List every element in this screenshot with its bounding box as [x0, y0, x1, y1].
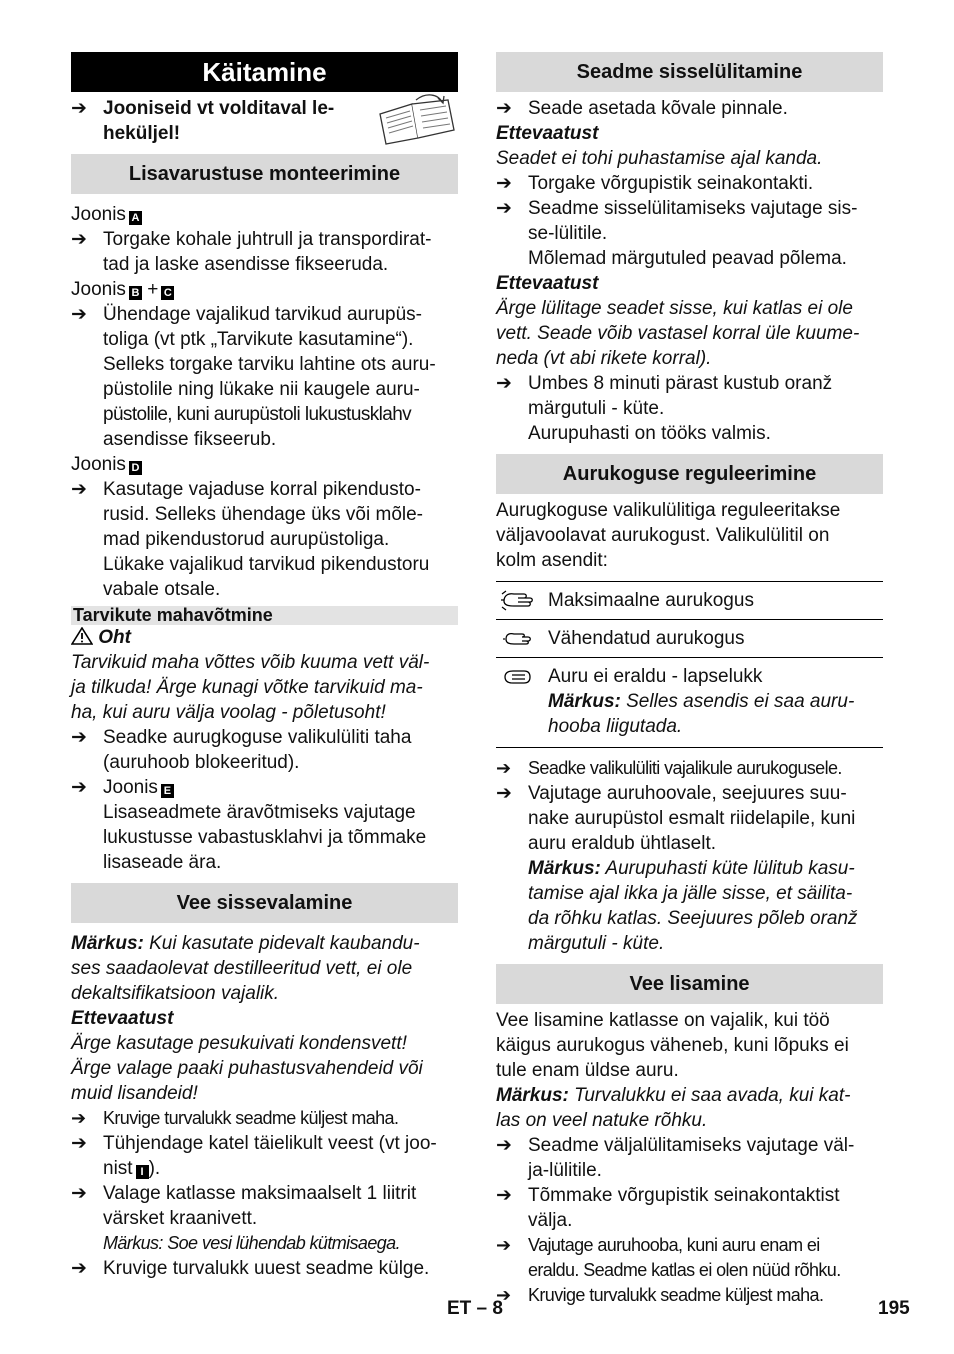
- arrow-icon: ➔: [496, 373, 512, 394]
- notice-line-1: Jooniseid vt volditaval le-: [103, 98, 335, 119]
- figure-key: D: [129, 461, 142, 475]
- arrow-icon: ➔: [496, 1135, 512, 1156]
- right-column: [496, 52, 883, 1308]
- arrow-icon: ➔: [496, 98, 512, 119]
- reduced-steam-icon: [500, 628, 534, 650]
- list-item: ➔ Vajutage auruhoovale, seejuures suu- nake aurupüstol esmalt riidelapile, kuni auru eraldub ühtlaselt. Märkus: Aurupuhasti küte lülitub kasu- tamise ajal ikka ja jälle sisse, et säilita- da rõhku katlas. Seejuures põleb oranž märgutuli - küte.: [496, 781, 883, 956]
- table-cell: Vähendatud aurukogus: [548, 628, 745, 649]
- figure-key: I: [136, 1165, 149, 1179]
- arrow-icon: ➔: [71, 1258, 87, 1279]
- arrow-icon: ➔: [71, 479, 87, 500]
- arrow-icon: ➔: [71, 1108, 86, 1128]
- page-number: 195: [878, 1298, 910, 1319]
- caution-text: Ärge lülitage seadet sisse, kui katlas ei ole vett. Seade võib vastasel korral üle kuume- neda (vt abi rikete korral).: [496, 298, 860, 369]
- arrow-icon: ➔: [496, 783, 512, 804]
- caution-text: Seadet ei tohi puhastamise ajal kanda.: [496, 148, 823, 169]
- paragraph: Aurugkoguse valikulülitiga reguleeritakse väljavoolavat aurukogust. Valikulülitil on kolm asendit:: [496, 500, 841, 571]
- table-cell: Auru ei eraldu - lapselukk: [548, 666, 763, 687]
- arrow-icon: ➔: [71, 1133, 87, 1154]
- figure-reference: Joonis D: [71, 452, 458, 477]
- arrow-icon: ➔: [71, 304, 87, 325]
- caution-label: Ettevaatust: [496, 123, 599, 144]
- table-row: [496, 582, 883, 620]
- figure-key: A: [129, 211, 142, 225]
- list-item: ➔ Joonis E Lisaseadmete äravõtmiseks vajutage lukustusse vabastusklahvi ja tõmmake lisaseade ära.: [71, 777, 427, 873]
- danger-text: Tarvikuid maha võttes võib kuuma vett väl- ja tilkuda! Ärge kunagi võtke tarvikuid ma- ha, kui auru välja voolag - põletusoht!: [71, 652, 430, 723]
- note-text: Märkus: Kui kasutate pidevalt kaubandu- ses saadaolevat destilleeritud vett, ei ole dekaltsifikatsioon vajalik.: [71, 933, 420, 1004]
- list-item: ➔ Kruvige turvalukk seadme küljest maha.: [71, 1106, 458, 1131]
- arrow-icon: ➔: [71, 1183, 87, 1204]
- table-note: Märkus: Selles asendis ei saa auru- hooba liigutada.: [548, 691, 855, 737]
- list-item: ➔ Kasutage vajaduse korral pikendusto- rusid. Selleks ühendage üks või mõle- mad pikendustorud aurupüstoliga. Lükake vajalikud tarvikud pikendustoru vabale otsale.: [71, 479, 430, 600]
- fold-out-notice: [71, 96, 458, 148]
- list-item: ➔ Seadke aurugkoguse valikulüliti taha (auruhoob blokeeritud).: [71, 727, 412, 773]
- left-column: [71, 52, 458, 1281]
- warning-triangle-icon: [71, 627, 93, 645]
- arrow-icon: ➔: [496, 173, 512, 194]
- child-lock-icon: [500, 666, 534, 688]
- list-item: ➔ Seadme sisselülitamiseks vajutage sis- se-lülitile. Mõlemad märgutuled peavad põlema.: [496, 198, 858, 269]
- arrow-icon: ➔: [496, 758, 511, 778]
- arrow-icon: ➔: [496, 1185, 512, 1206]
- arrow-icon: ➔: [71, 777, 87, 798]
- section-heading-steam-regulation: Aurukoguse reguleerimine: [496, 454, 883, 494]
- arrow-icon: ➔: [496, 1285, 511, 1305]
- caution-label: Ettevaatust: [496, 273, 599, 294]
- caution-text: Ärge kasutage pesukuivati kondensvett! Ärge valage paaki puhastusvahendeid või muid lisandeid!: [71, 1033, 423, 1104]
- danger-label: Oht: [71, 625, 458, 650]
- section-heading-accessory-mounting: Lisavarustuse monteerimine: [71, 154, 458, 194]
- notice-line-2: heküljel!: [103, 123, 181, 144]
- arrow-icon: ➔: [71, 229, 87, 250]
- figure-key: B: [129, 286, 142, 300]
- section-heading-water-filling: Vee sissevalamine: [71, 883, 458, 923]
- paragraph: Vee lisamine katlasse on vajalik, kui töö käigus aurukogus väheneb, kuni lõpuks ei tule enam üldse auru.: [496, 1010, 849, 1081]
- list-item: ➔ Tõmmake võrgupistik seinakontaktist välja.: [496, 1185, 840, 1231]
- figure-key: C: [161, 286, 174, 300]
- chapter-title: Käitamine: [71, 52, 458, 92]
- list-item: ➔ Seade asetada kõvale pinnale.: [496, 98, 788, 119]
- note-text: Märkus: Soe vesi lühendab kütmisaega.: [103, 1233, 400, 1253]
- arrow-icon: ➔: [71, 98, 87, 119]
- open-book-icon: [376, 94, 458, 146]
- figure-reference: Joonis B + C: [71, 277, 458, 302]
- subsection-heading-accessory-removal: Tarvikute mahavõtmine: [71, 606, 458, 625]
- list-item: ➔ Vajutage auruhooba, kuni auru enam ei eraldu. Seadme katlas ei olen nüüd rõhku.: [496, 1235, 841, 1280]
- figure-key: E: [161, 784, 174, 798]
- max-steam-icon: [500, 590, 534, 612]
- table-row: [496, 620, 883, 658]
- list-item: ➔ Torgake kohale juhtrull ja transpordirat- tad ja laske asendisse fikseeruda.: [71, 229, 432, 275]
- list-item: ➔ Umbes 8 minuti pärast kustub oranž märgutuli - küte. Aurupuhasti on tööks valmis.: [496, 373, 833, 444]
- list-item: ➔ Seadke valikulüliti vajalikule aurukogusele.: [496, 756, 883, 781]
- steam-setting-table: [496, 581, 883, 748]
- note-text: Märkus: Turvalukku ei saa avada, kui kat- las on veel natuke rõhku.: [496, 1085, 851, 1131]
- table-cell: Maksimaalne aurukogus: [548, 590, 754, 611]
- caution-label: Ettevaatust: [71, 1008, 174, 1029]
- list-item: ➔ Ühendage vajalikud tarvikud aurupüs- toliga (vt ptk „Tarvikute kasutamine“). Selleks torgake tarviku lahtine ots auru- püstolile ning lükake nii kaugele auru- püstolile, kuni aurupüstoli lukustusklahv asendisse fikseerub.: [71, 304, 436, 450]
- table-row: [496, 658, 883, 748]
- list-item: ➔ Torgake võrgupistik seinakontakti.: [496, 173, 814, 194]
- note-text: Märkus: Aurupuhasti küte lülitub kasu- tamise ajal ikka ja jälle sisse, et säilita- da rõhku katlas. Seejuures põleb oranž märgutuli - küte.: [528, 858, 858, 954]
- list-item: ➔ Kruvige turvalukk seadme küljest maha.: [496, 1283, 883, 1308]
- list-item: ➔ Tühjendage katel täielikult veest (vt joo- nist I ).: [71, 1133, 437, 1179]
- figure-reference: Joonis A: [71, 202, 458, 227]
- section-heading-switch-on: Seadme sisselülitamine: [496, 52, 883, 92]
- arrow-icon: ➔: [71, 727, 87, 748]
- section-heading-water-adding: Vee lisamine: [496, 964, 883, 1004]
- list-item: ➔ Kruvige turvalukk uuest seadme külge.: [71, 1258, 430, 1279]
- list-item: ➔ Valage katlasse maksimaalselt 1 liitrit värsket kraanivett. Märkus: Soe vesi lühendab kütmisaega.: [71, 1181, 458, 1256]
- list-item: ➔ Seadme väljalülitamiseks vajutage väl- ja-lülitile.: [496, 1135, 855, 1181]
- section-page-label: ET – 8: [447, 1298, 503, 1319]
- arrow-icon: ➔: [496, 1235, 511, 1255]
- arrow-icon: ➔: [496, 198, 512, 219]
